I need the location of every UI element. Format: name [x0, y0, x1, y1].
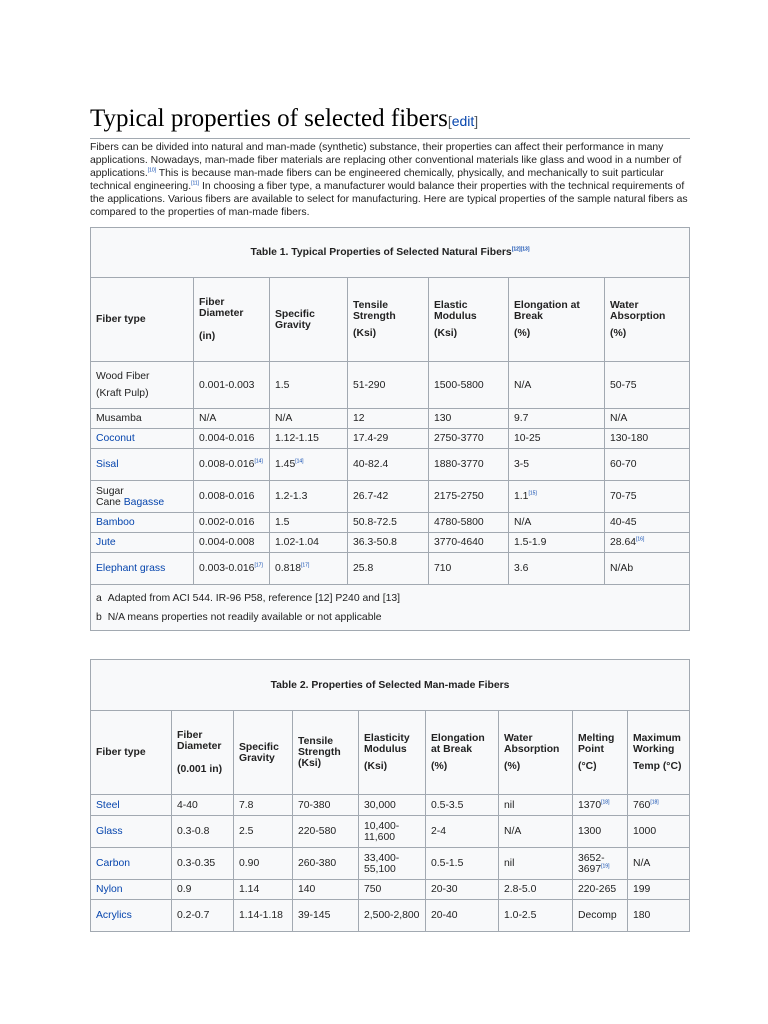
citation-link[interactable]: [19] [601, 863, 610, 870]
fiber-link-glass[interactable]: Glass [96, 826, 123, 837]
col-header: Melting Point (°C) [573, 711, 628, 795]
table-row: Sugar Cane Bagasse 0.008-0.016 1.2-1.3 26.7-42 2175-2750 1.1[15] 70-75 [91, 481, 690, 513]
table-header-row [91, 278, 690, 362]
col-header: Tensile Strength (Ksi) [293, 711, 359, 795]
citation-link[interactable]: [12][13] [511, 246, 530, 253]
col-header: Specific Gravity [234, 711, 293, 795]
col-header: Elastic Modulus (Ksi) [429, 278, 509, 362]
citation-link[interactable]: [14] [295, 458, 304, 465]
col-header: Fiber type [91, 278, 194, 362]
natural-fibers-table [90, 227, 690, 631]
table-row: Glass 0.3-0.8 2.5 220-580 10,400-11,600 2-4 N/A 1300 1000 [91, 816, 690, 848]
edit-link[interactable]: edit [451, 113, 475, 129]
table-row: Musamba N/A N/A 12 130 9.7 N/A [91, 409, 690, 429]
table-row: Wood Fiber (Kraft Pulp) 0.001-0.003 1.5 51-290 1500-5800 N/A 50-75 [91, 362, 690, 409]
citation-link[interactable]: [14] [254, 458, 263, 465]
section-title: Typical properties of selected fibers [90, 105, 448, 132]
fiber-link-nylon[interactable]: Nylon [96, 884, 123, 895]
fiber-link-sisal[interactable]: Sisal [96, 459, 119, 470]
table-notes-row [91, 585, 690, 631]
table-row: Acrylics 0.2-0.7 1.14-1.18 39-145 2,500-2,800 20-40 1.0-2.5 Decomp 180 [91, 900, 690, 932]
col-header: Elongation at Break (%) [509, 278, 605, 362]
table-header-row [91, 711, 690, 795]
fiber-link-bamboo[interactable]: Bamboo [96, 517, 135, 528]
table-caption: Table 2. Properties of Selected Man-made Fibers [91, 660, 690, 711]
fiber-link-coconut[interactable]: Coconut [96, 433, 135, 444]
table-row: Elephant grass 0.003-0.016[17] 0.818[17] 25.8 710 3.6 N/Ab [91, 553, 690, 585]
citation-link[interactable]: [17] [301, 562, 310, 569]
table-row: Steel 4-40 7.8 70-380 30,000 0.5-3.5 nil 1370[18] 760[18] [91, 795, 690, 816]
table-row: Carbon 0.3-0.35 0.90 260-380 33,400-55,100 0.5-1.5 nil 3652-3697[19] N/A [91, 848, 690, 880]
fiber-link-elephant-grass[interactable]: Elephant grass [96, 563, 166, 574]
fiber-link-carbon[interactable]: Carbon [96, 858, 131, 869]
col-header: Maximum Working Temp (°C) [628, 711, 690, 795]
col-header: Specific Gravity [270, 278, 348, 362]
fiber-link-steel[interactable]: Steel [96, 799, 120, 811]
table-row: Sisal 0.008-0.016[14] 1.45[14] 40-82.4 1880-3770 3-5 60-70 [91, 449, 690, 481]
edit-section: [edit] [447, 113, 479, 129]
section-heading [90, 104, 690, 139]
col-header: Fiber Diameter (in) [194, 278, 270, 362]
citation-link[interactable]: [15] [528, 490, 537, 497]
fiber-link-acrylics[interactable]: Acrylics [96, 910, 132, 921]
table-notes: a Adapted from ACI 544. IR-96 P58, reference [12] P240 and [13] b N/A means properties not readily available or not applicable [91, 585, 690, 631]
table-caption: Table 1. Typical Properties of Selected Natural Fibers[12][13] [91, 228, 690, 278]
citation-link[interactable]: [17] [254, 562, 263, 569]
table-row: Bamboo 0.002-0.016 1.5 50.8-72.5 4780-5800 N/A 40-45 [91, 513, 690, 533]
table-row: Nylon 0.9 1.14 140 750 20-30 2.8-5.0 220-265 199 [91, 880, 690, 900]
table-row: Jute 0.004-0.008 1.02-1.04 36.3-50.8 3770-4640 1.5-1.9 28.64[16] [91, 533, 690, 553]
fiber-link-jute[interactable]: Jute [96, 537, 116, 548]
table-row: Coconut 0.004-0.016 1.12-1.15 17.4-29 2750-3770 10-25 130-180 [91, 429, 690, 449]
citation-link[interactable]: [10] [147, 167, 157, 174]
col-header: Fiber type [91, 711, 172, 795]
col-header: Tensile Strength (Ksi) [348, 278, 429, 362]
citation-link[interactable]: [11] [191, 180, 200, 187]
citation-link[interactable]: [16] [636, 536, 645, 543]
citation-link[interactable]: [18] [601, 799, 610, 806]
col-header: Fiber Diameter (0.001 in) [172, 711, 234, 795]
fiber-link-bagasse[interactable]: Bagasse [123, 496, 165, 508]
citation-link[interactable]: [18] [650, 799, 659, 806]
col-header: Elongation at Break (%) [426, 711, 499, 795]
col-header: Elasticity Modulus (Ksi) [359, 711, 426, 795]
col-header: Water Absorption (%) [605, 278, 690, 362]
man-made-fibers-table [90, 659, 690, 932]
col-header: Water Absorption (%) [499, 711, 573, 795]
intro-paragraph: Fibers can be divided into natural and man-made (synthetic) substance, their properties can affect their performance in many applications. Nowadays, man-made fiber materials are replacing other conventional materials like glass and wood in a number of applications.[10] This is because man-made fibers can be engineered chemically, physically, and mechanically to suit particular technical engineering.[11] In choosing a fiber type, a manufacturer would balance their properties with the technical requirements of the applications. Various fibers are available to select for manufacturing. Here are typical properties of the sample natural fibers as compared to the properties of man-made fibers. [90, 142, 688, 218]
